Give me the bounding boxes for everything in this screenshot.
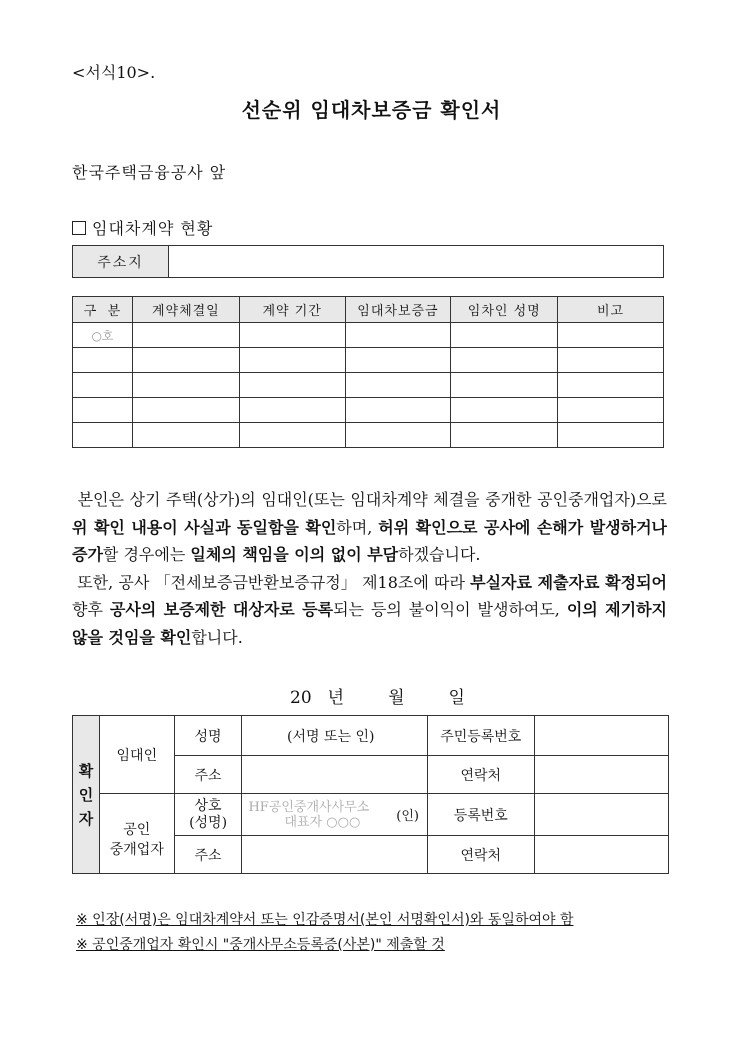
note-item: ※ 인장(서명)은 임대차계약서 또는 인감증명서(본인 서명확인서)와 동일하여야 함 — [76, 912, 574, 928]
note-item: ※ 공인중개업자 확인시 "중개사무소등록증(사본)" 제출할 것 — [76, 937, 445, 953]
table-cell[interactable] — [73, 423, 133, 448]
broker-contact-field[interactable] — [534, 836, 668, 874]
table-cell[interactable] — [239, 348, 345, 373]
firm-name-label: 상호 (성명) — [174, 794, 242, 836]
declaration-text — [72, 486, 667, 651]
date-line — [290, 683, 465, 708]
section-heading-label: 임대차계약 현황 — [92, 219, 214, 238]
table-cell[interactable] — [345, 373, 451, 398]
table-cell[interactable] — [558, 348, 664, 373]
date-month: 월 — [388, 688, 405, 708]
col-header: 계약체결일 — [132, 297, 239, 323]
table-row — [73, 373, 664, 398]
lessor-label: 임대인 — [99, 716, 174, 794]
address-table — [72, 245, 664, 278]
checkbox-icon — [72, 221, 86, 235]
table-cell[interactable] — [239, 398, 345, 423]
contact-label: 연락처 — [427, 836, 534, 874]
contact-label: 연락처 — [427, 756, 534, 794]
table-cell[interactable] — [73, 348, 133, 373]
table-cell[interactable] — [345, 398, 451, 423]
table-cell[interactable] — [345, 348, 451, 373]
form-number: <서식10>. — [72, 63, 156, 82]
confirmer-table — [72, 715, 669, 874]
broker-label: 공인 중개업자 — [99, 794, 174, 874]
col-header: 임대차보증금 — [345, 297, 451, 323]
table-cell[interactable] — [451, 323, 558, 348]
contract-table — [72, 296, 664, 448]
table-cell[interactable] — [132, 373, 239, 398]
firm-name-field[interactable]: HF공인중개사사무소 대표자 ○○○ (인) — [242, 794, 428, 836]
date-year: 년 — [327, 688, 345, 708]
address-label: 주소지 — [73, 246, 169, 278]
table-cell[interactable] — [345, 423, 451, 448]
declaration-paragraph-2: 또한, 공사 「전세보증금반환보증규정」 제18조에 따라 부실자료 제출자료 확정되어 향후 공사의 보증제한 대상자로 등록되는 등의 불이익이 발생하여도, 이의 제기하지 않을 것임을 확인합니다. — [72, 572, 668, 647]
confirmer-side-label: 확 인 자 — [73, 716, 100, 874]
notes — [76, 908, 574, 958]
date-day: 일 — [448, 688, 465, 708]
declaration-paragraph-1: 본인은 상기 주택(상가)의 임대인(또는 임대차계약 체결을 중개한 공인중개업자)으로 위 확인 내용이 사실과 동일함을 확인하며, 허위 확인으로 공사에 손해가 발생하거나 증가할 경우에는 일체의 책임을 이의 없이 부담하겠습니다. — [72, 490, 668, 564]
table-cell[interactable] — [558, 323, 664, 348]
address-field[interactable] — [169, 246, 664, 278]
table-cell[interactable] — [558, 398, 664, 423]
address-label: 주소 — [174, 836, 242, 874]
table-row — [73, 323, 664, 348]
address-label: 주소 — [174, 756, 242, 794]
name-label: 성명 — [174, 716, 242, 756]
table-cell[interactable] — [73, 398, 133, 423]
table-row — [73, 423, 664, 448]
lessor-contact-field[interactable] — [534, 756, 668, 794]
table-cell[interactable] — [239, 423, 345, 448]
resident-number-label: 주민등록번호 — [427, 716, 534, 756]
broker-address-field[interactable] — [242, 836, 428, 874]
col-header: 비고 — [558, 297, 664, 323]
table-cell[interactable] — [558, 373, 664, 398]
table-cell[interactable] — [132, 323, 239, 348]
addressee: 한국주택금융공사 앞 — [72, 163, 227, 182]
table-cell[interactable]: ○호 — [73, 323, 133, 348]
seal-mark: (인) — [396, 809, 419, 824]
resident-number-field[interactable] — [534, 716, 668, 756]
section-heading — [72, 216, 213, 239]
table-cell[interactable] — [239, 373, 345, 398]
table-cell[interactable] — [132, 423, 239, 448]
table-cell[interactable] — [451, 398, 558, 423]
registration-number-field[interactable] — [534, 794, 668, 836]
table-cell[interactable] — [558, 423, 664, 448]
col-header: 구 분 — [73, 297, 133, 323]
table-cell[interactable] — [451, 373, 558, 398]
lessor-signature-field[interactable]: (서명 또는 인) — [242, 716, 428, 756]
table-cell[interactable] — [132, 398, 239, 423]
table-row — [73, 348, 664, 373]
contract-header-row — [73, 297, 664, 323]
col-header: 임차인 성명 — [451, 297, 558, 323]
lessor-address-field[interactable] — [242, 756, 428, 794]
table-cell[interactable] — [132, 348, 239, 373]
page-title: 선순위 임대차보증금 확인서 — [241, 98, 502, 122]
table-cell[interactable] — [451, 348, 558, 373]
table-cell[interactable] — [451, 423, 558, 448]
table-cell[interactable] — [73, 373, 133, 398]
table-row — [73, 398, 664, 423]
registration-number-label: 등록번호 — [427, 794, 534, 836]
date-year-prefix: 20 — [290, 688, 312, 708]
table-cell[interactable] — [239, 323, 345, 348]
table-cell[interactable] — [345, 323, 451, 348]
col-header: 계약 기간 — [239, 297, 345, 323]
